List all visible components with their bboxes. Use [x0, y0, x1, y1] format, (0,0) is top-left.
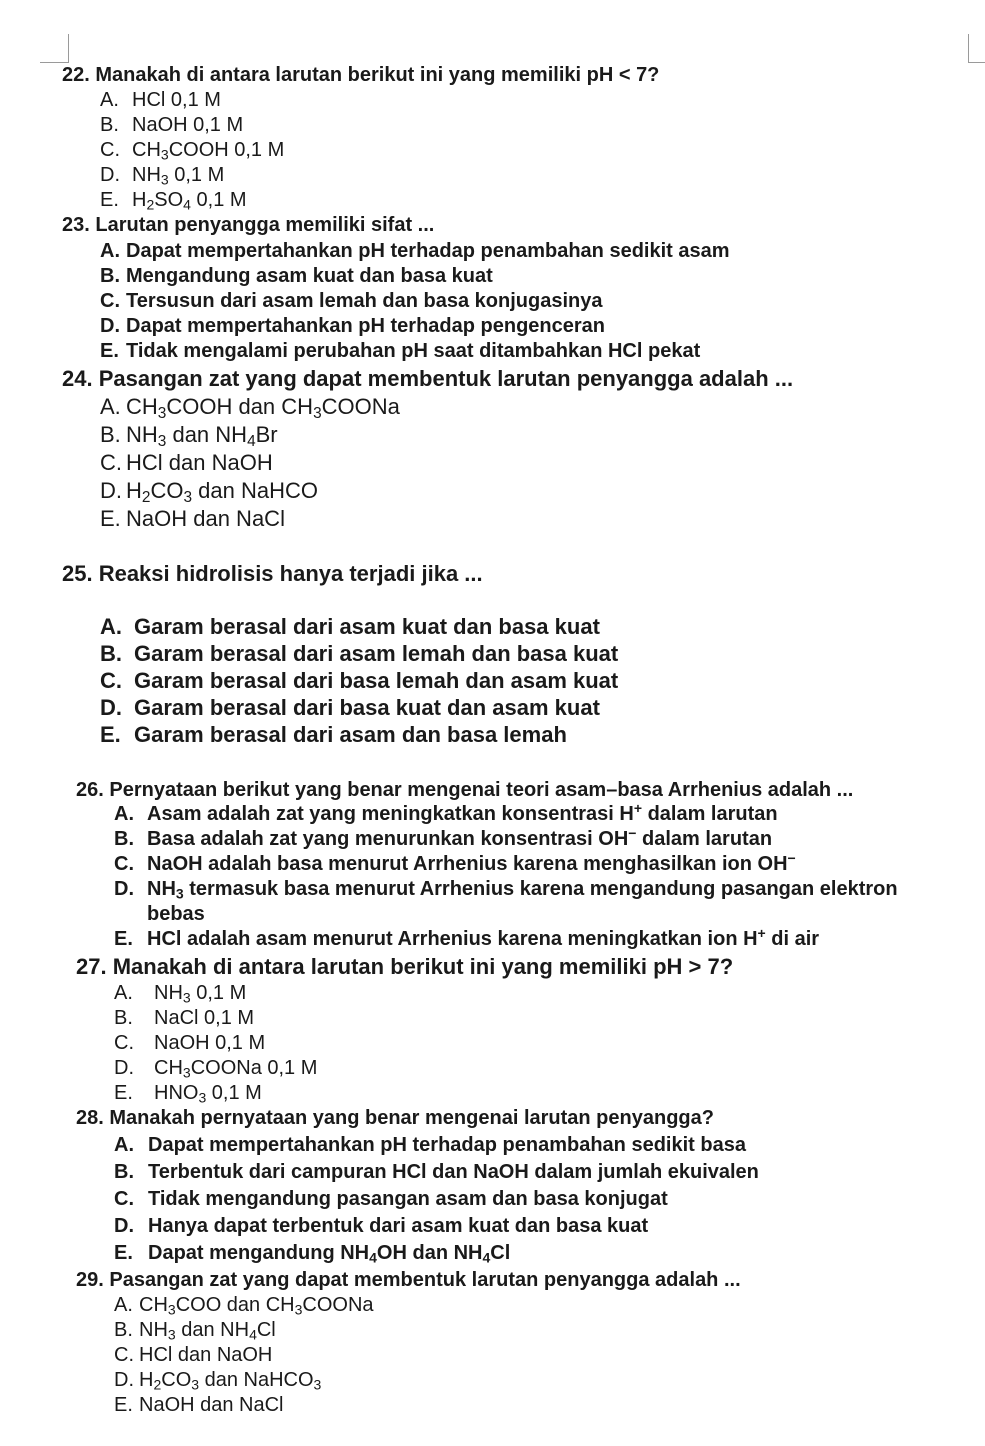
q28-option-a: A. Dapat mempertahankan pH terhadap penambahan sedikit basa [114, 1134, 746, 1156]
q26-option-e: E. HCl adalah asam menurut Arrhenius karena meningkatkan ion H+ di air [114, 925, 820, 950]
q23-option-b: B. Mengandung asam kuat dan basa kuat [100, 265, 493, 287]
q25-option-e: E. Garam berasal dari asam dan basa lemah [100, 722, 567, 747]
q28-option-d: D. Hanya dapat terbentuk dari asam kuat dan basa kuat [114, 1215, 649, 1237]
q26-option-a: A. Asam adalah zat yang meningkatkan konsentrasi H+ dalam larutan [114, 800, 778, 825]
q24-option-e: E. NaOH dan NaCl [100, 506, 285, 531]
q26-option-d: D. $NH_3$ termasuk basa menurut Arrhenius karena mengandung pasangan elektron [114, 878, 898, 902]
q25-option-a: A. Garam berasal dari asam kuat dan basa kuat [100, 614, 600, 639]
q27-option-c: C. NaOH 0,1 M [114, 1032, 266, 1054]
q24-option-d: D. $H_2CO_3$ dan NaHCO [100, 478, 318, 506]
q25-option-d: D. Garam berasal dari basa kuat dan asam kuat [100, 695, 600, 720]
q22-option-c: C. $CH_3COOH$ 0,1 M [100, 139, 285, 163]
page-corner-mark-left [40, 34, 69, 63]
question-28: 28. Manakah pernyataan yang benar mengenai larutan penyangga? [76, 1107, 714, 1129]
q26-option-c: C. NaOH adalah basa menurut Arrhenius karena menghasilkan ion OH− [114, 850, 796, 875]
question-22: 22. Manakah di antara larutan berikut ini yang memiliki pH < 7? [62, 64, 660, 86]
q29-option-b: B. $NH_3$ dan $NH_4Cl$ [114, 1319, 276, 1343]
q23-option-e: E. Tidak mengalami perubahan pH saat ditambahkan HCl pekat [100, 340, 701, 362]
q22-option-b: B. NaOH 0,1 M [100, 114, 244, 136]
q27-option-b: B. NaCl 0,1 M [114, 1007, 255, 1029]
question-27: 27. Manakah di antara larutan berikut ini yang memiliki pH > 7? [76, 954, 734, 979]
q28-option-e: E. Dapat mengandung $NH_4OH$ dan $NH_4Cl$ [114, 1242, 511, 1266]
q26-option-b: B. Basa adalah zat yang menurunkan konsentrasi OH− dalam larutan [114, 825, 773, 850]
q27-option-d: D. $CH_3COONa$ 0,1 M [114, 1057, 318, 1081]
q26-option-d-continued: bebas [147, 903, 205, 925]
q23-option-a: A. Dapat mempertahankan pH terhadap penambahan sedikit asam [100, 240, 730, 262]
q23-option-c: C. Tersusun dari asam lemah dan basa konjugasinya [100, 290, 603, 312]
q22-option-d: D. $NH_3$ 0,1 M [100, 164, 225, 188]
q24-option-b: B. $NH_3$ dan $NH_4Br$ [100, 422, 278, 450]
page-corner-mark-right [968, 34, 985, 63]
q28-option-c: C. Tidak mengandung pasangan asam dan basa konjugat [114, 1188, 668, 1210]
q29-option-d: D. $H_2CO_3$ dan NaHCO$_3$ [114, 1369, 322, 1393]
question-29: 29. Pasangan zat yang dapat membentuk larutan penyangga adalah ... [76, 1269, 741, 1291]
question-25: 25. Reaksi hidrolisis hanya terjadi jika ... [62, 561, 483, 586]
q23-option-d: D. Dapat mempertahankan pH terhadap pengenceran [100, 315, 606, 337]
question-23: 23. Larutan penyangga memiliki sifat ... [62, 214, 435, 236]
question-24: 24. Pasangan zat yang dapat membentuk larutan penyangga adalah ... [62, 366, 794, 391]
q29-option-a: A. $CH_3COO$ dan $CH_3COONa$ [114, 1294, 374, 1318]
q29-option-e: E. NaOH dan NaCl [114, 1394, 284, 1416]
q27-option-e: E. $HNO_3$ 0,1 M [114, 1082, 262, 1106]
q25-option-c: C. Garam berasal dari basa lemah dan asam kuat [100, 668, 619, 693]
q28-option-b: B. Terbentuk dari campuran HCl dan NaOH dalam jumlah ekuivalen [114, 1161, 759, 1183]
q29-option-c: C. HCl dan NaOH [114, 1344, 273, 1366]
q24-option-a: A. $CH_3COOH$ dan $CH_3COONa$ [100, 394, 400, 422]
q25-option-b: B. Garam berasal dari asam lemah dan basa kuat [100, 641, 619, 666]
question-26: 26. Pernyataan berikut yang benar mengenai teori asam–basa Arrhenius adalah ... [76, 779, 854, 801]
q27-option-a: A. $NH_3$ 0,1 M [114, 982, 247, 1006]
q22-option-a: A. HCl 0,1 M [100, 89, 221, 111]
q24-option-c: C. HCl dan NaOH [100, 450, 273, 475]
q22-option-e: E. $H_2SO_4$ 0,1 M [100, 189, 247, 213]
